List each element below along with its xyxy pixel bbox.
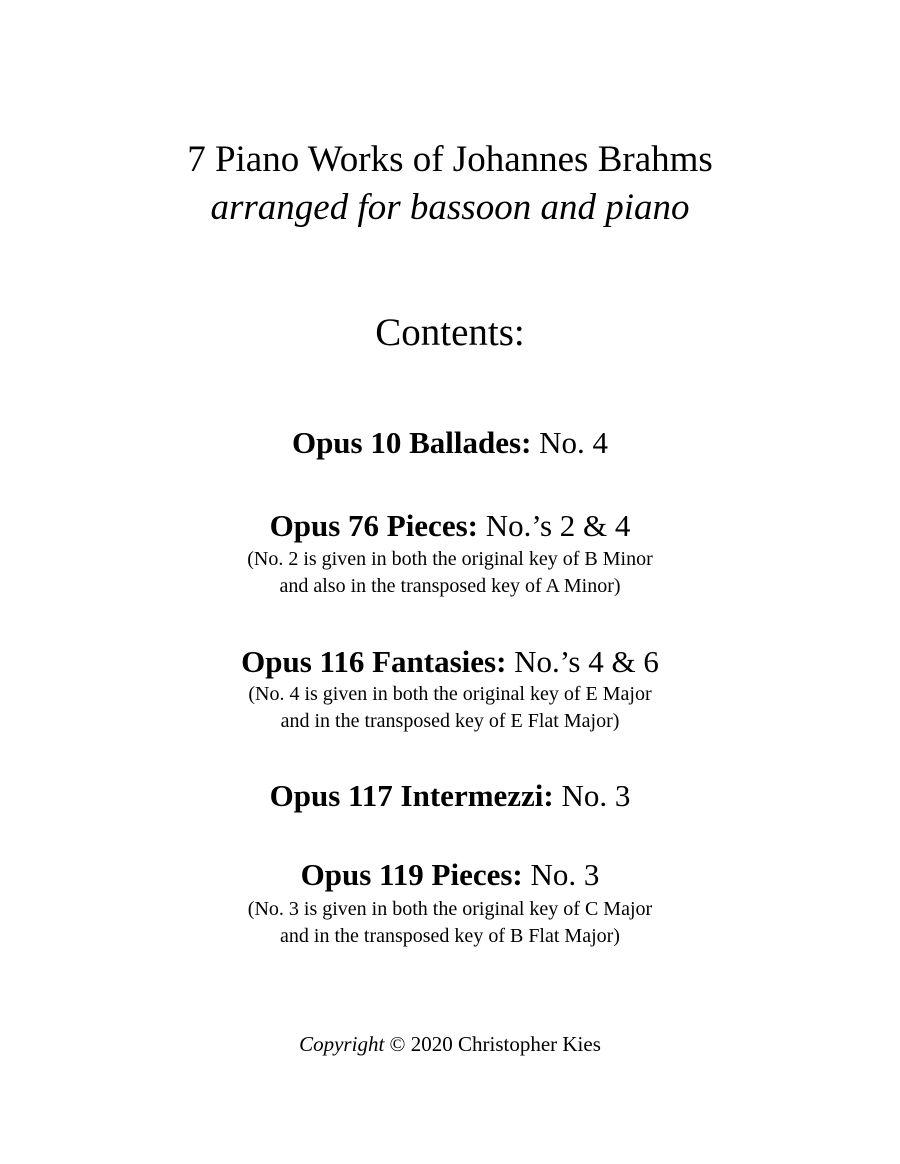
entry-value: No.’s 4 & 6 <box>506 644 659 679</box>
contents-entry-opus-116 <box>0 643 900 681</box>
entry-value: No.’s 2 & 4 <box>477 508 631 543</box>
entry-note: and also in the transposed key of A Minor) <box>279 575 621 597</box>
entry-note: and in the transposed key of E Flat Major) <box>280 710 620 732</box>
contents-entry-opus-10 <box>0 424 900 462</box>
entry-note: (No. 2 is given in both the original key of B Minor <box>247 548 653 570</box>
document-title: 7 Piano Works of Johannes Brahms <box>187 139 713 180</box>
contents-entry-opus-76 <box>0 507 900 545</box>
entry-note: and in the transposed key of B Flat Major) <box>280 925 620 947</box>
entry-label: Opus 76 Pieces: <box>269 508 478 543</box>
copyright-text: © 2020 Christopher Kies <box>384 1032 601 1056</box>
entry-value: No. 3 <box>522 857 600 892</box>
copyright-notice <box>0 1030 900 1058</box>
entry-value: No. 3 <box>553 778 631 813</box>
copyright-word: Copyright <box>299 1032 385 1056</box>
entry-value: No. 4 <box>531 425 609 460</box>
contents-heading: Contents: <box>375 311 525 354</box>
entry-label: Opus 119 Pieces: <box>300 857 523 892</box>
contents-entry-opus-117 <box>0 777 900 815</box>
entry-note: (No. 4 is given in both the original key of E Major <box>248 683 652 705</box>
entry-label: Opus 10 Ballades: <box>291 425 532 460</box>
entry-label: Opus 116 Fantasies: <box>241 644 507 679</box>
document-subtitle: arranged for bassoon and piano <box>210 187 690 228</box>
entry-note: (No. 3 is given in both the original key of C Major <box>247 898 653 920</box>
entry-label: Opus 117 Intermezzi: <box>269 778 554 813</box>
contents-entry-opus-119 <box>0 856 900 894</box>
